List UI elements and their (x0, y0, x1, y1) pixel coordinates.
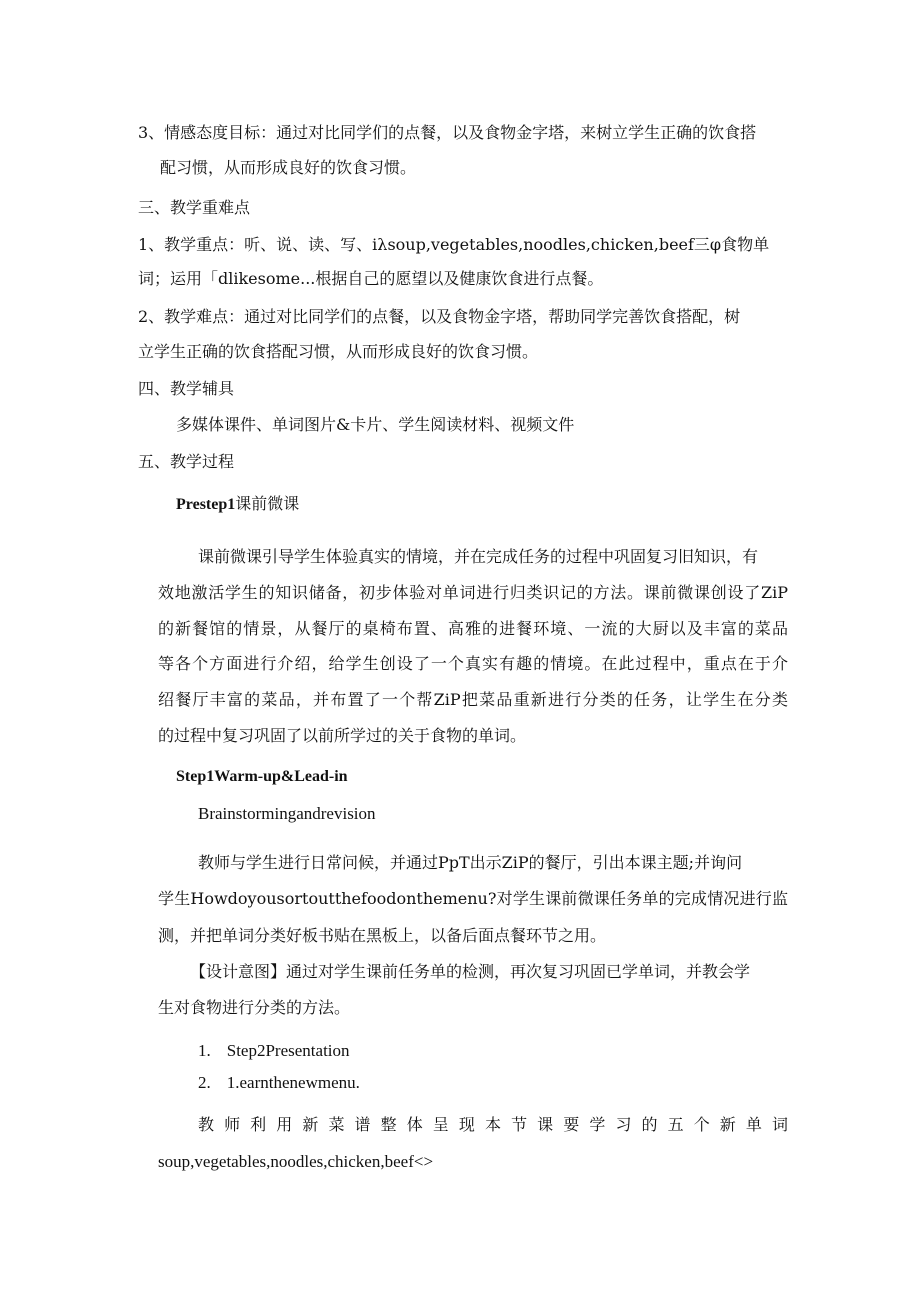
section-heading-4: 四、教学辅具 (138, 379, 235, 398)
goal3-line2: 配习惯，从而形成良好的饮食习惯。 (160, 158, 417, 177)
menu-para-line: 教师利用新菜谱整体呈现本节课要学习的五个新单词 (198, 1115, 788, 1134)
key-point-line1: 1、教学重点：听、说、读、写、iλsoup,vegetables,noodles,chicken,beef三φ食物单 (138, 235, 770, 254)
difficulty-line1: 2、教学难点：通过对比同学们的点餐，以及食物金字塔，帮助同学完善饮食搭配，树 (138, 307, 741, 326)
prestep-heading (176, 493, 299, 516)
step1-para-line: 学生Howdoyousortoutthefoodonthemenu?对学生课前微课任务单的完成情况进行监 (158, 889, 788, 908)
prestep-para-line: 绍餐厅丰富的菜品，并布置了一个帮ZiP把菜品重新进行分类的任务，让学生在分类 (158, 690, 788, 709)
list-item-number: 1. (198, 1041, 211, 1060)
difficulty-line2: 立学生正确的饮食搭配习惯，从而形成良好的饮食习惯。 (138, 342, 539, 361)
section-heading-5: 五、教学过程 (138, 452, 235, 471)
prestep-para-line: 的过程中复习巩固了以前所学过的关于食物的单词。 (158, 726, 527, 745)
prestep-para-line: 效地激活学生的知识储备，初步体验对单词进行归类识记的方法。课前微课创设了ZiP (158, 583, 788, 602)
key-point-line2: 词；运用「dlikesome...根据自己的愿望以及健康饮食进行点餐。 (138, 269, 604, 288)
design-intent-line: 生对食物进行分类的方法。 (158, 998, 351, 1017)
step1-para-line: 教师与学生进行日常问候，并通过PpT出示ZiP的餐厅，引出本课主题;并询问 (198, 853, 743, 872)
list-item (198, 1040, 350, 1062)
step1-subheading: Brainstormingandrevision (198, 804, 376, 823)
teaching-aids: 多媒体课件、单词图片&卡片、学生阅读材料、视频文件 (176, 415, 575, 434)
menu-para-words: soup,vegetables,noodles,chicken,beef<> (158, 1152, 434, 1171)
prestep-para-line: 的新餐馆的情景，从餐厅的桌椅布置、高雅的进餐环境、一流的大厨以及丰富的菜品 (158, 619, 788, 638)
list-item-text: 1.earnthenewmenu. (226, 1073, 360, 1092)
section-heading-3: 三、教学重难点 (138, 198, 251, 217)
design-intent-line: 【设计意图】通过对学生课前任务单的检测，再次复习巩固已学单词，并教会学 (190, 962, 751, 981)
step1-para-line: 测，并把单词分类好板书贴在黑板上，以备后面点餐环节之用。 (158, 926, 607, 945)
prestep-para-line: 等各个方面进行介绍，给学生创设了一个真实有趣的情境。在此过程中，重点在于介 (158, 654, 788, 673)
prestep-para-line: 课前微课引导学生体验真实的情境，并在完成任务的过程中巩固复习旧知识，有 (198, 547, 759, 566)
goal3-line1: 3、情感态度目标：通过对比同学们的点餐，以及食物金字塔，来树立学生正确的饮食搭 (138, 123, 757, 142)
list-item (198, 1072, 360, 1094)
prestep-label: Prestep1 (176, 496, 236, 513)
step1-heading: Step1Warm-up&Lead-in (176, 768, 348, 785)
list-item-text: Step2Presentation (226, 1041, 350, 1060)
list-item-number: 2. (198, 1073, 211, 1092)
prestep-title: 课前微课 (235, 494, 300, 513)
